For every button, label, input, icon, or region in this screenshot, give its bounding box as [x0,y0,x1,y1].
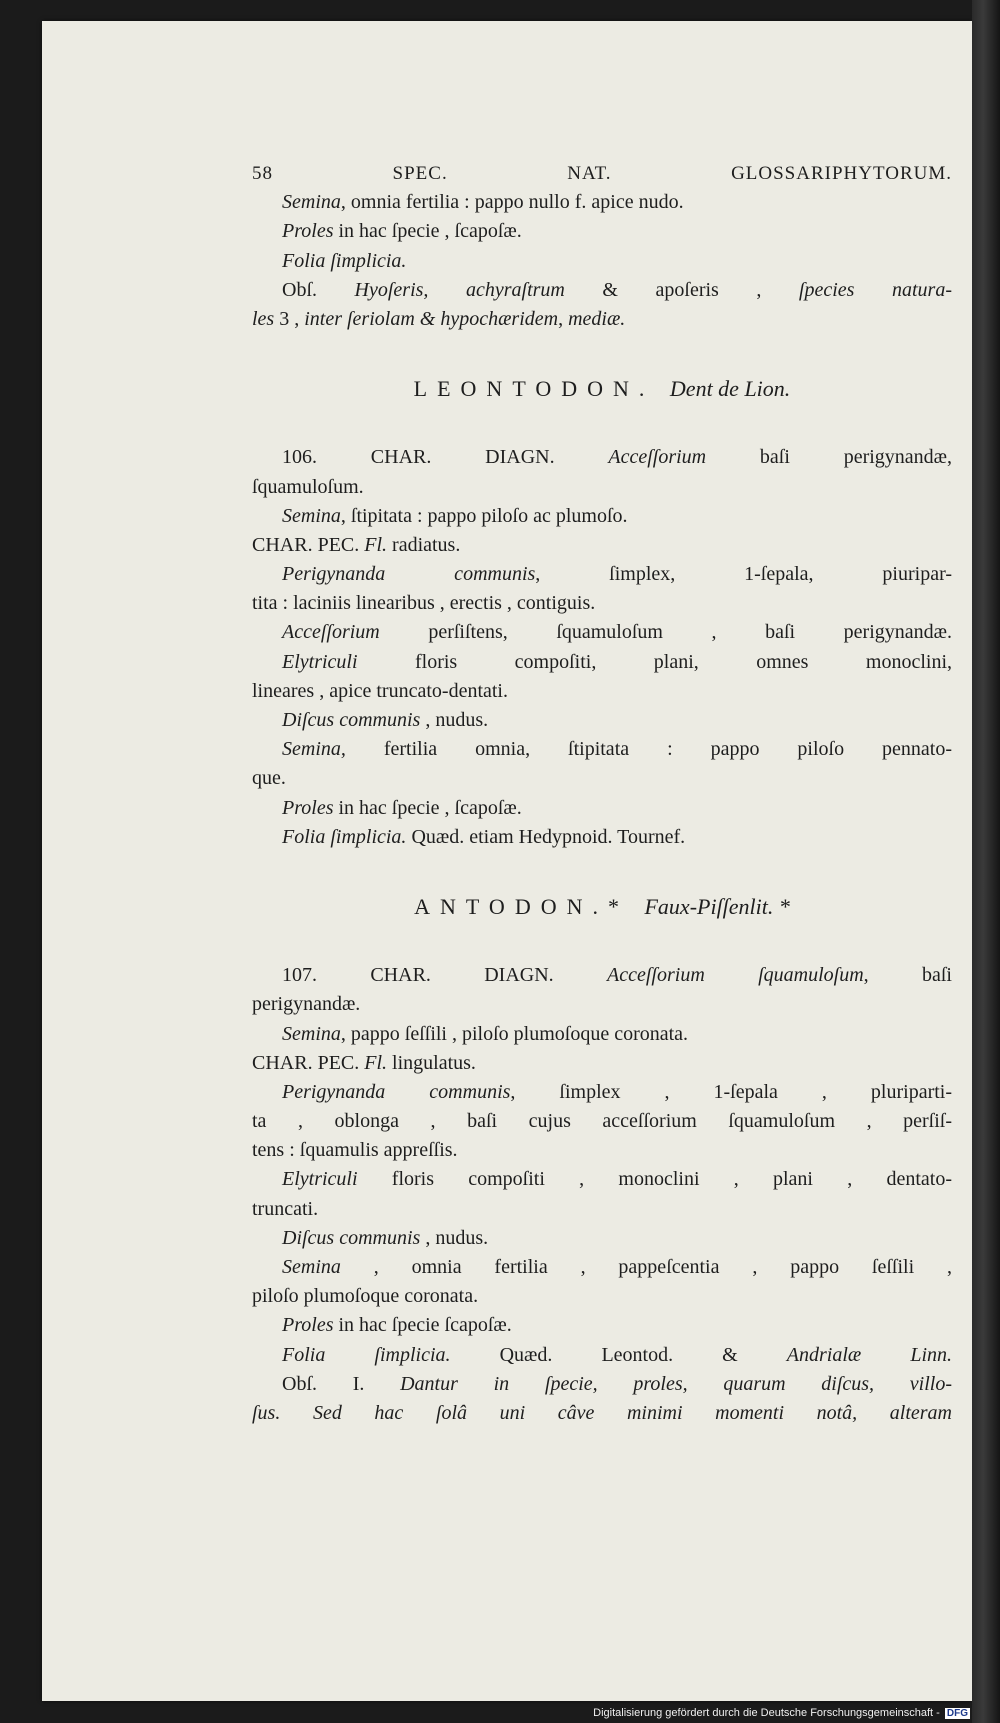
text-line: les 3 , inter ſeriolam & hypochæridem, mediæ. [252,307,626,330]
digitization-credit [593,1707,970,1719]
text-line: CHAR. PEC. Fl. radiatus. [252,533,461,556]
text-line: tita : laciniis linearibus , erectis , contiguis. [252,592,596,615]
text-line: Proles in hac ſpecie ſcapoſæ. [282,1314,512,1337]
text-line: piloſo plumoſoque coronata. [252,1285,479,1308]
page-number: 58 [252,163,273,184]
text-line: truncati. [252,1197,319,1220]
text-line: 107. CHAR. DIAGN. Acceſſorium ſquamuloſum, baſi [282,964,952,987]
text-line: perigynandæ. [252,993,361,1016]
section-title-leontodon: LEONTODON. Dent de Lion. [413,376,791,402]
text-line: Semina, ſtipitata : pappo piloſo ac plumoſo. [282,504,628,527]
section-title-antodon: ANTODON.* Faux-Piſſenlit. * [414,893,790,919]
text-line: Perigynanda communis, ſimplex, 1-ſepala, piuripar- [282,563,952,586]
text-line: Proles in hac ſpecie , ſcapoſæ. [282,220,522,243]
text-line: CHAR. PEC. Fl. lingulatus. [252,1051,476,1074]
text-line: que. [252,767,286,790]
text-line: Diſcus communis , nudus. [282,1226,489,1249]
text-line: Acceſſorium perſiſtens, ſquamuloſum , baſi perigynandæ. [282,621,952,644]
text-line: Proles in hac ſpecie , ſcapoſæ. [282,796,522,819]
text-line: lineares , apice truncato-dentati. [252,679,508,702]
text-line: Semina, fertilia omnia, ſtipitata : pappo piloſo pennato- [282,738,952,761]
text-line: Folia ſimplicia. [282,249,407,272]
text-line: Semina, omnia fertilia : pappo nullo f. apice nudo. [282,191,684,214]
text-line: Elytriculi floris compoſiti, plani, omnes monoclini, [282,650,952,673]
text-line: ſus. Sed hac ſolâ uni câve minimi momenti notâ, alteram [252,1401,952,1424]
text-line: Obſ. I. Dantur in ſpecie, proles, quarum diſcus, villo- [282,1372,952,1395]
book-spine-edge [972,0,1000,1723]
text-line: Elytriculi floris compoſiti , monoclini , plani , dentato- [282,1168,952,1191]
credit-text: Digitalisierung gefördert durch die Deutsche Forschungsgemeinschaft - [593,1707,940,1719]
text-line: Semina , omnia fertilia , pappeſcentia , pappo ſeſſili , [282,1256,952,1278]
text-line: Folia ſimplicia. Quæd. Leontod. & Andrialæ Linn. [282,1343,952,1366]
book-page [42,21,972,1701]
text-line: tens : ſquamulis appreſſis. [252,1139,458,1162]
text-line: Semina, pappo ſeſſili , piloſo plumoſoque coronata. [282,1022,689,1045]
text-line: ſquamuloſum. [252,475,364,498]
dfg-logo: DFG [946,1708,968,1719]
running-title: SPEC. NAT. GLOSSARIPHYTORUM. [392,163,952,184]
text-line: ta , oblonga , baſi cujus acceſſorium ſquamuloſum , perſiſ- [252,1110,952,1133]
text-line: 106. CHAR. DIAGN. Acceſſorium baſi perigynandæ, [282,446,953,469]
text-line: Folia ſimplicia. Quæd. etiam Hedypnoid. Tournef. [282,825,686,848]
page-text [252,159,952,1428]
running-header [252,159,952,188]
text-line: Obſ. Hyoſeris, achyraſtrum & apoſeris , ſpecies natura- [282,278,952,301]
text-line: Perigynanda communis, ſimplex , 1-ſepala , pluriparti- [282,1080,953,1103]
text-line: Diſcus communis , nudus. [282,709,489,731]
